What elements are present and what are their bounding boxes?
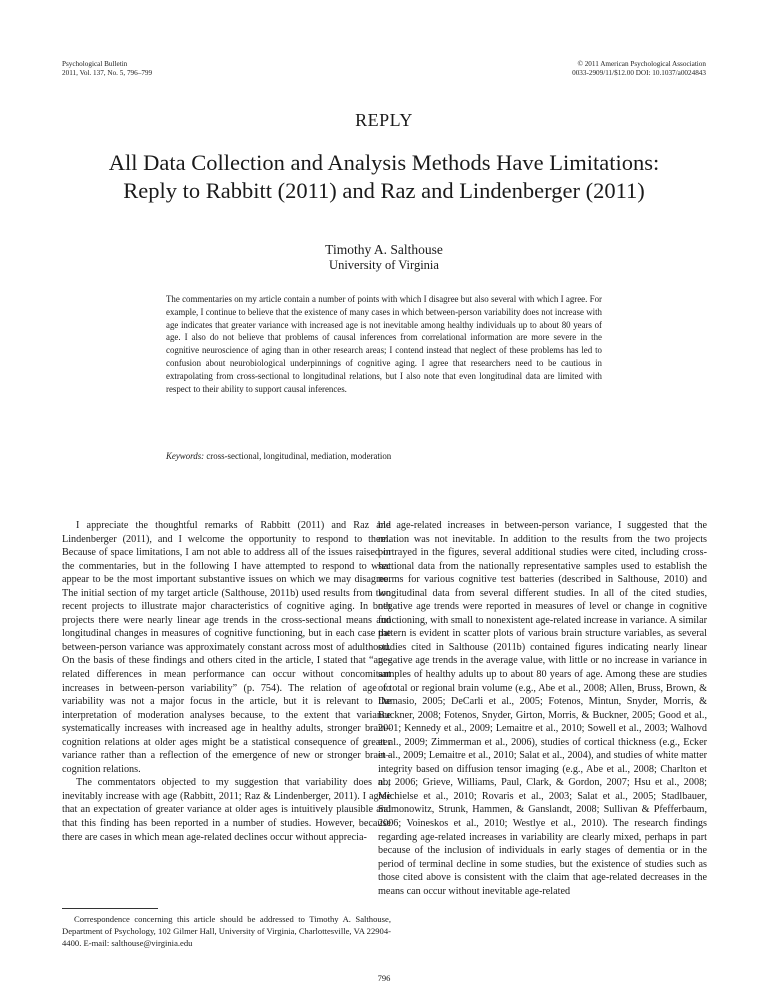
- body-paragraph: ble age-related increases in between-person variance, I suggested that the relation was not inevitable. In addition to the results from the two projects portrayed in the figures, several additional studies were cited, including cross-sectional data from the nationally representative samples used to establish the norms for various cognitive test batteries (described in Salthouse, 2010) and longitudinal data from several different studies. In all of the cited studies, negative age trends were reported in measures of level or change in cognitive functioning, with small to nonexistent age-related increase in variance. A similar pattern is evident in scatter plots of various brain structure variables, as several studies cited in Salthouse (2011b) contained figures indicating nearly linear negative age trends in the average value, with little or no increase in variance in samples of healthy adults up to about 80 years of age. Among these are studies of total or regional brain volume (e.g., Abe et al., 2008; Allen, Bruss, Brown, & Damasio, 2005; DeCarli et al., 2005; Fotenos, Mintun, Snyder, Morris, & Buckner, 2008; Fotenos, Snyder, Girton, Morris, & Buckner, 2005; Good et al., 2001; Kennedy et al., 2009; Lemaitre et al., 2010; Sowell et al., 2003; Walhovd et al., 2009; Zimmerman et al., 2006), studies of cortical thickness (e.g., Ecker et al., 2009; Lemaitre et al., 2010; Salat et al., 2004), and studies of white matter integrity based on diffusion tensor imaging (e.g., Abe et al., 2008; Charlton et al., 2006; Grieve, Williams, Paul, Clark, & Gordon, 2007; Hsu et al., 2008; Michielse et al., 2010; Rovaris et al., 2003; Salat et al., 2005; Stadlbauer, Salmonowitz, Strunk, Hammen, & Ganslandt, 2008; Sullivan & Pfefferbaum, 2006; Voineskos et al., 2010; Westlye et al., 2010). The research findings regarding age-related increases in variability are clearly mixed, perhaps in part because of the inclusion of individuals in early stages of dementia or in the period of terminal decline in some studies, but the existence of studies such as those cited above is consistent with the claim that age-related decreases in the means can occur without inevitable age-related: [378, 520, 707, 897]
- title-line-1: All Data Collection and Analysis Methods Have Limitations:: [108, 150, 660, 175]
- article-title: [0, 149, 768, 205]
- correspondence-footnote: Correspondence concerning this article should be addressed to Timothy A. Salthouse, Department of Psychology, 102 Gilmer Hall, University of Virginia, Charlottesville, VA 22904-4400. E-mail: salthouse@virginia.edu: [62, 914, 391, 948]
- title-line-2: Reply to Rabbitt (2011) and Raz and Lindenberger (2011): [123, 178, 645, 203]
- keywords-label: Keywords:: [166, 451, 205, 461]
- keywords: [166, 450, 602, 462]
- journal-header: [62, 60, 152, 78]
- right-column: [378, 519, 707, 898]
- keywords-list: cross-sectional, longitudinal, mediation, moderation: [206, 451, 392, 461]
- copyright-header: [572, 60, 706, 78]
- section-label: REPLY: [355, 110, 413, 130]
- author-name: Timothy A. Salthouse: [325, 242, 443, 257]
- author-affiliation: University of Virginia: [329, 258, 439, 272]
- body-paragraph: The commentators objected to my suggestion that variability does not inevitably increase with age (Rabbitt, 2011; Raz & Lindenberger, 2011). I agree that an expectation of greater variance at older ages is intuitively plausible and that this finding has been reported in a number of studies. However, because there are cases in which mean age-related declines occur without apprecia-: [62, 777, 391, 843]
- abstract: The commentaries on my article contain a number of points with which I disagree but also several with which I agree. For example, I continue to believe that the existence of many cases in which between-person variability does not increase with age indicates that greater variance with increased age is not inevitable among healthy individuals up to about 80 years of age. I also do not believe that problems of causal inferences from correlational information are more severe in the cognitive neuroscience of aging than in other research areas; I contend instead that neglect of these problems has led to confusion about neurobiological underpinnings of cognitive aging. I agree that researchers need to be cautious in extrapolating from cross-sectional to longitudinal relations, but I also note that even longitudinal data are limited with respect to their ability to support causal inferences.: [166, 294, 602, 394]
- left-column: [62, 519, 391, 844]
- page-number: 796: [377, 973, 391, 983]
- copyright-notice: © 2011 American Psychological Association: [577, 60, 706, 68]
- journal-name: Psychological Bulletin: [62, 60, 128, 68]
- volume-info: 2011, Vol. 137, No. 5, 796–799: [62, 69, 153, 77]
- body-paragraph: I appreciate the thoughtful remarks of Rabbitt (2011) and Raz and Lindenberger (2011), and I welcome the opportunity to respond to them. Because of space limitations, I am not able to address all of the issues raised in the commentaries, but in the following I have attempted to respond to what appear to be the most important substantive issues on which we may disagree. The initial section of my target article (Salthouse, 2011b) used results from two recent projects to illustrate major characteristics of cognitive aging. In both projects there were nearly linear age trends in the cross-sectional means and longitudinal changes in measures of cognitive functioning, but in each case the between-person variance was approximately constant across most of adulthood. On the basis of these findings and others cited in the article, I stated that “age-related differences in mean performance can occur without concomitant increases in between-person variability” (p. 754). The relation of age to variability was not a major focus in the article, but it is relevant to the interpretation of moderation analyses because, to the extent that variance systematically increases with increased age in healthy adults, stronger brain–cognition relations at older ages might be a statistical consequence of greater variance rather than a reflection of the emergence of new or stronger brain–cognition relations.: [62, 520, 391, 775]
- footnote-divider: [62, 908, 158, 909]
- issn-doi: 0033-2909/11/$12.00 DOI: 10.1037/a0024843: [572, 69, 706, 77]
